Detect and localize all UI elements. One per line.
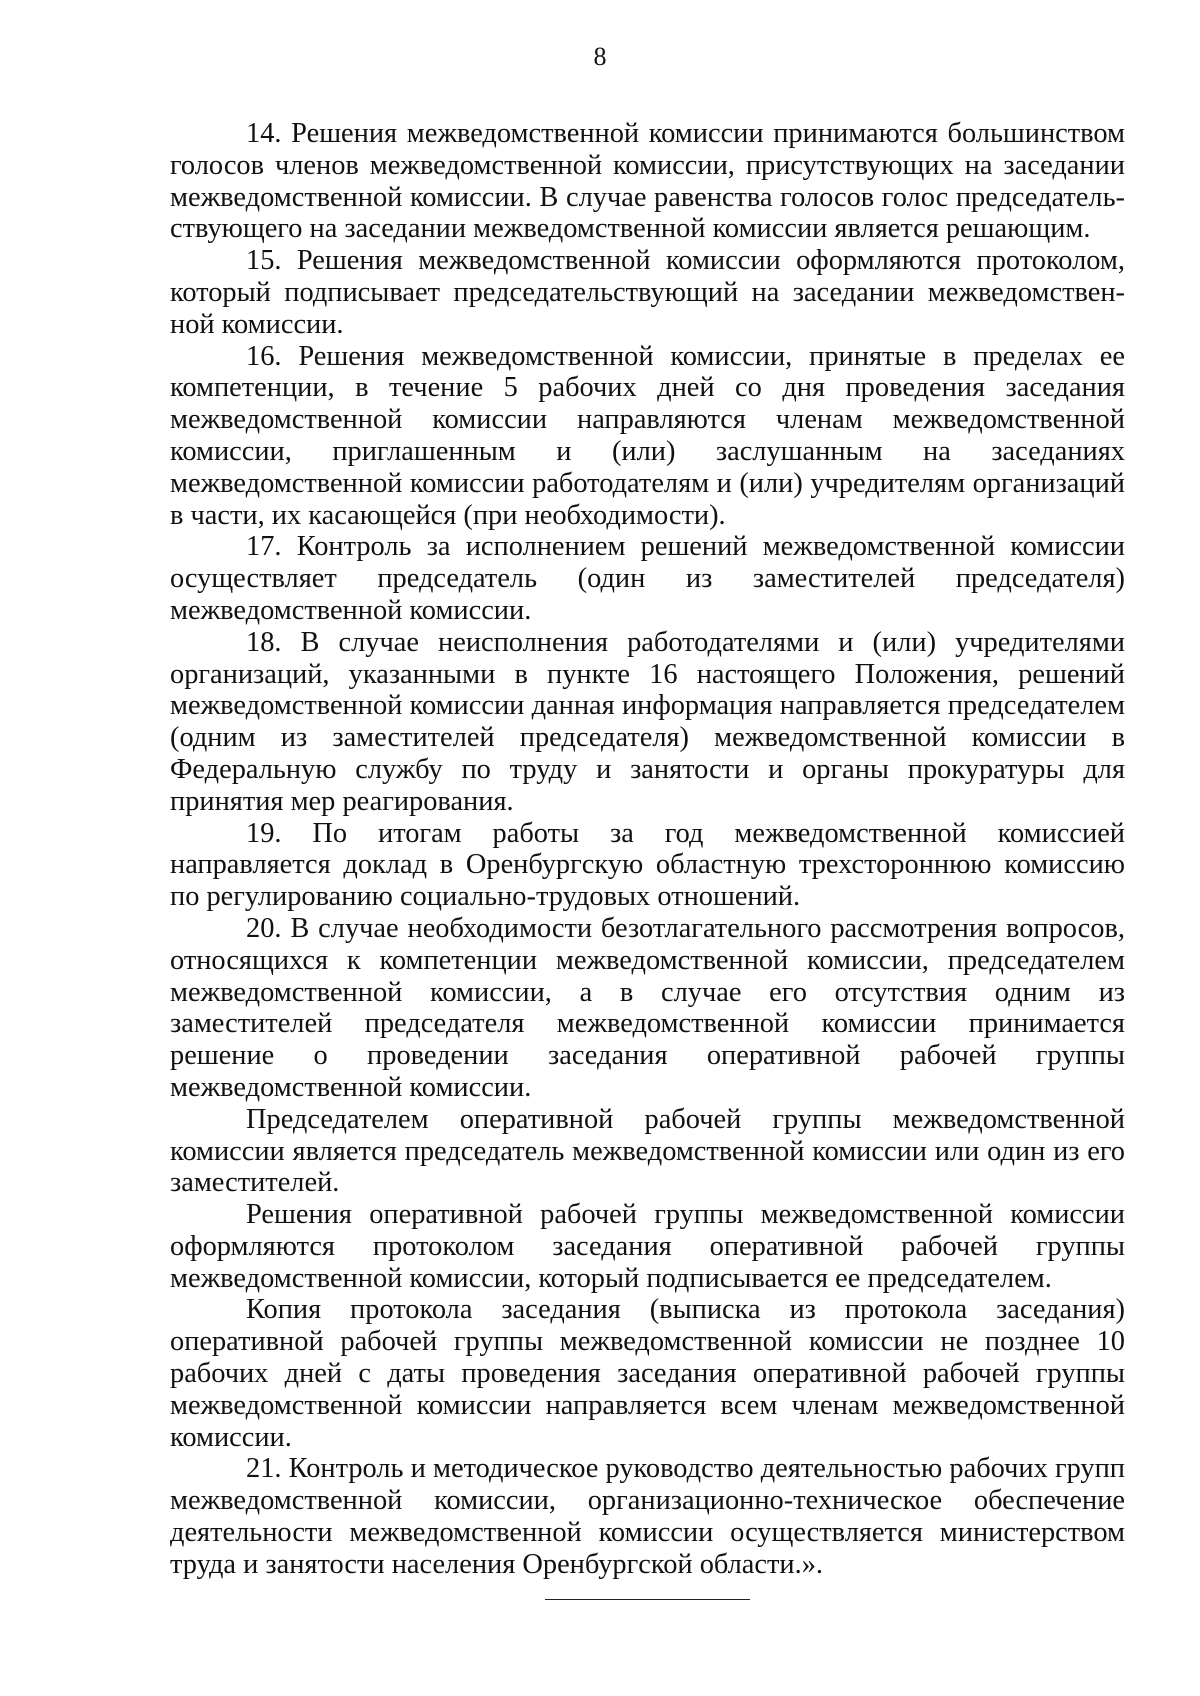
paragraph-20: 20. В случае необходимости безотлагательного рассмотрения вопросов, относящихся к компетенции межведомственной комиссии, председателем межведомственной комиссии, а в случае его отсутствия одним из заместителей председателя межведомственной комиссии принимается решение о проведении заседания оперативной рабочей группы межведомственной комиссии.	[170, 912, 1125, 1103]
paragraph-17: 17. Контроль за исполнением решений межведомственной комиссии осуществляет председатель (один из заместителей председателя) межведомственной комиссии.	[170, 531, 1125, 626]
end-of-document-rule	[545, 1599, 750, 1600]
paragraph-20-decisions: Решения оперативной рабочей группы межведомственной комиссии оформляются протоколом заседания оперативной рабочей группы межведомственной комиссии, который подписывается ее председателем.	[170, 1199, 1125, 1294]
document-body	[170, 118, 1125, 1581]
paragraph-19: 19. По итогам работы за год межведомственной комиссией направляется доклад в Оренбургскую областную трехстороннюю комиссию по регулированию социально-трудовых отношений.	[170, 817, 1125, 913]
paragraph-20-chair: Председателем оперативной рабочей группы межведомственной комиссии является председатель межведомственной комиссии или один из его заместителей.	[170, 1103, 1125, 1199]
paragraph-16: 16. Решения межведомственной комиссии, принятые в пределах ее компетенции, в течение 5 рабочих дней со дня проведения заседания межведомственной комиссии направляются членам межведомственной комиссии, приглашенным и (или) заслушанным на заседаниях межведомственной комиссии работодателям и (или) учредителям организаций в части, их касающейся (при необходимости).	[170, 340, 1125, 531]
paragraph-15: 15. Решения межведомственной комиссии оформляются протоколом, который подписывает председательствующий на заседании межведомственной комиссии.	[170, 245, 1125, 340]
paragraph-14: 14. Решения межведомственной комиссии принимаются большинством голосов членов межведомственной комиссии, присутствующих на заседании межведомственной комиссии. В случае равенства голосов голос председательствующего на заседании межведомственной комиссии является решающим.	[170, 118, 1125, 245]
paragraph-20-protocol-copy: Копия протокола заседания (выписка из протокола заседания) оперативной рабочей группы межведомственной комиссии не позднее 10 рабочих дней с даты проведения заседания оперативной рабочей группы межведомственной комиссии направляется всем членам межведомственной комиссии.	[170, 1294, 1125, 1453]
page-number: 8	[593, 42, 607, 71]
paragraph-18: 18. В случае неисполнения работодателями и (или) учредителями организаций, указанными в пункте 16 настоящего Положения, решений межведомственной комиссии данная информация направляется председателем (одним из заместителей председателя) межведомственной комиссии в Федеральную службу по труду и занятости и органы прокуратуры для принятия мер реагирования.	[170, 626, 1125, 817]
paragraph-21: 21. Контроль и методическое руководство деятельностью рабочих групп межведомственной комиссии, организационно-техническое обеспечение деятельности межведомственной комиссии осуществляется министерством труда и занятости населения Оренбургской области.».	[170, 1453, 1125, 1580]
